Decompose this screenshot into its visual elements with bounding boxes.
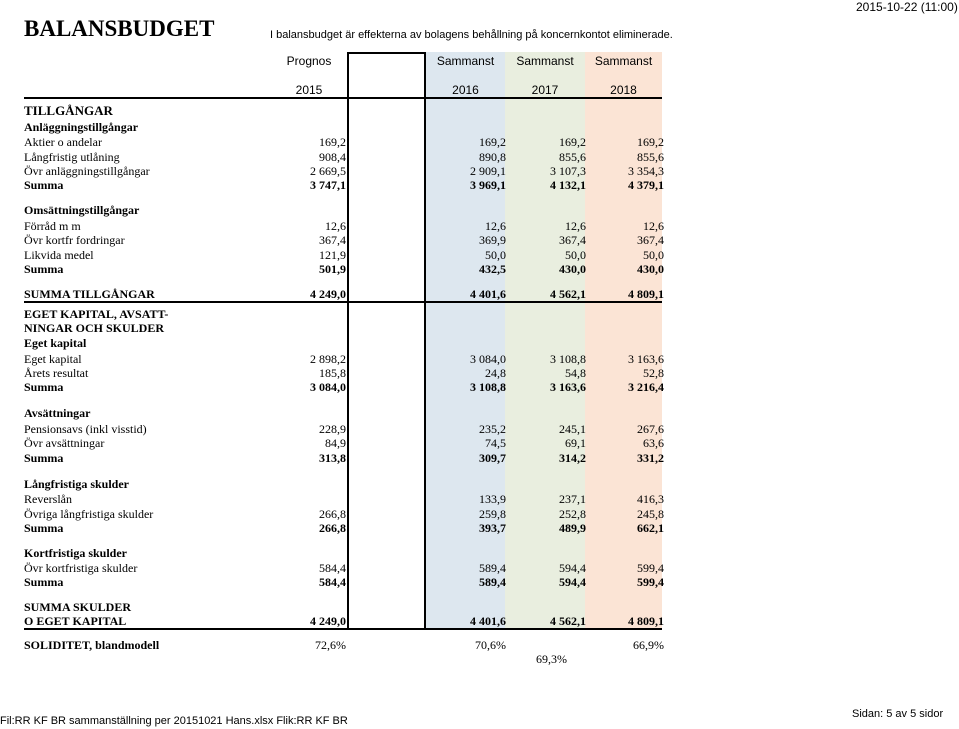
soliditet-value-2017: 69,3% [536,652,567,666]
section-avsattningar: Avsättningar [24,406,91,420]
value-2016: 50,0 [485,248,506,262]
value-2015: 3 747,1 [310,178,346,192]
value-2015: 12,6 [325,219,346,233]
value-2018: 4 809,1 [628,287,664,301]
summa-row [24,451,664,465]
value-2016: 70,6% [475,638,506,652]
page-title: BALANSBUDGET [24,16,215,41]
value-2015: 4 249,0 [310,287,346,301]
value-2017: 4 132,1 [550,178,586,192]
table-row [24,233,664,247]
section-eget-kapital-heading-1: EGET KAPITAL, AVSATT- [24,307,169,321]
value-2016: 432,5 [479,262,506,276]
value-2018: 245,8 [637,507,664,521]
value-2016: 74,5 [485,436,506,450]
row-label: Långfristig utlåning [24,150,120,164]
value-2017: 237,1 [559,492,586,506]
summa-skulder-eget-kapital-row [24,614,664,628]
value-2017: 169,2 [559,135,586,149]
value-2015: 84,9 [325,436,346,450]
row-label: Övr avsättningar [24,436,105,450]
value-2015: 2 669,5 [310,164,346,178]
value-2016: 235,2 [479,422,506,436]
row-label: Pensionsavs (inkl visstid) [24,422,147,436]
col-header-2018: Sammanst [594,54,653,68]
summa-row [24,178,664,192]
value-2016: 133,9 [479,492,506,506]
value-2016: 169,2 [479,135,506,149]
print-datetime: 2015-10-22 (11:00) [856,0,958,14]
value-2017: 245,1 [559,422,586,436]
soliditet-row [24,638,664,652]
value-2017: 69,1 [565,436,586,450]
row-label: Reverslån [24,492,72,506]
value-2018: 267,6 [637,422,664,436]
table-row [24,436,664,450]
value-2015: 72,6% [315,638,346,652]
row-label: Årets resultat [24,366,89,380]
value-2015: 266,8 [319,521,346,535]
bottom-rule [24,628,662,630]
row-label: Summa [24,262,64,276]
value-2017: 3 108,8 [550,352,586,366]
value-2016: 4 401,6 [470,614,506,628]
row-label: Eget kapital [24,352,82,366]
value-2015: 584,4 [319,575,346,589]
value-2016: 3 108,8 [470,380,506,394]
summa-row [24,521,664,535]
table-row [24,492,664,506]
row-label: Förråd m m [24,219,81,233]
value-2017: 489,9 [559,521,586,535]
value-2018: 416,3 [637,492,664,506]
page-subtitle: I balansbudget är effekterna av bolagens behållning på koncernkontot eliminerade. [270,29,673,41]
value-2018: 63,6 [643,436,664,450]
value-2018: 3 354,3 [628,164,664,178]
value-2015: 501,9 [319,262,346,276]
value-2018: 331,2 [637,451,664,465]
value-2015: 121,9 [319,248,346,262]
value-2018: 3 216,4 [628,380,664,394]
row-label: Aktier o andelar [24,135,102,149]
table-row [24,135,664,149]
value-2017: 4 562,1 [550,614,586,628]
summa-row [24,575,664,589]
value-2015: 185,8 [319,366,346,380]
table-row [24,561,664,575]
value-2016: 309,7 [479,451,506,465]
value-2015: 367,4 [319,233,346,247]
section-eget-kapital: Eget kapital [24,336,87,350]
value-2015: 584,4 [319,561,346,575]
value-2015: 2 898,2 [310,352,346,366]
value-2016: 4 401,6 [470,287,506,301]
value-2017: 12,6 [565,219,586,233]
row-label: Summa [24,451,64,465]
year-2016: 2016 [452,83,479,97]
value-2017: 54,8 [565,366,586,380]
footer-file-info: Fil:RR KF BR sammanställning per 20151021 Hans.xlsx Flik:RR KF BR [0,715,348,727]
table-row [24,366,664,380]
col-header-prognos: Prognos [286,54,332,68]
value-2017: 367,4 [559,233,586,247]
value-2015: 313,8 [319,451,346,465]
value-2016: 2 909,1 [470,164,506,178]
footer-page-info: Sidan: 5 av 5 sidor [852,708,944,720]
year-2017: 2017 [531,83,559,97]
table-row [24,507,664,521]
value-2018: 367,4 [637,233,664,247]
value-2016: 24,8 [485,366,506,380]
table-row [24,352,664,366]
row-label: SUMMA TILLGÅNGAR [24,287,155,301]
row-label: Övr kortfristiga skulder [24,561,138,575]
header-rule [24,97,662,99]
row-label: Summa [24,380,64,394]
row-label: Summa [24,178,64,192]
row-label: Övr kortfr fordringar [24,233,125,247]
value-2015: 4 249,0 [310,614,346,628]
row-label: Övr anläggningstillgångar [24,164,150,178]
value-2017: 50,0 [565,248,586,262]
section-omsattningstillgangar: Omsättningstillgångar [24,203,140,217]
row-label: Övriga långfristiga skulder [24,507,154,521]
value-2017: 3 163,6 [550,380,586,394]
value-2018: 169,2 [637,135,664,149]
value-2017: 252,8 [559,507,586,521]
value-2017: 314,2 [559,451,586,465]
summa-tillgangar-row [24,287,664,301]
table-row [24,219,664,233]
row-label: Summa [24,575,64,589]
summa-row [24,380,664,394]
value-2018: 430,0 [637,262,664,276]
value-2018: 4 809,1 [628,614,664,628]
row-label: O EGET KAPITAL [24,614,127,628]
year-2015: 2015 [295,83,323,97]
value-2018: 12,6 [643,219,664,233]
value-2017: 594,4 [559,575,586,589]
section-tillgangar: TILLGÅNGAR [24,103,113,118]
value-2016: 890,8 [479,150,506,164]
value-2015: 169,2 [319,135,346,149]
value-2016: 3 084,0 [470,352,506,366]
value-2016: 369,9 [479,233,506,247]
value-2018: 66,9% [633,638,664,652]
section-kortfristiga-skulder: Kortfristiga skulder [24,546,127,560]
value-2018: 662,1 [637,521,664,535]
year-2018: 2018 [610,83,637,97]
value-2015: 3 084,0 [310,380,346,394]
section-summa-skulder: SUMMA SKULDER [24,600,132,614]
value-2017: 855,6 [559,150,586,164]
row-label: Summa [24,521,64,535]
value-2017: 3 107,3 [550,164,586,178]
col-header-2016: Sammanst [436,54,495,68]
value-2018: 855,6 [637,150,664,164]
value-2015: 266,8 [319,507,346,521]
row-label: Likvida medel [24,248,94,262]
value-2018: 52,8 [643,366,664,380]
value-2015: 228,9 [319,422,346,436]
row-label: SOLIDITET, blandmodell [24,638,160,652]
value-2015: 908,4 [319,150,346,164]
value-2017: 430,0 [559,262,586,276]
value-2017: 4 562,1 [550,287,586,301]
value-2018: 50,0 [643,248,664,262]
table-row [24,248,664,262]
value-2016: 259,8 [479,507,506,521]
table-row [24,150,664,164]
section-eget-kapital-heading-2: NINGAR OCH SKULDER [24,321,165,335]
summa-row [24,262,664,276]
value-2018: 3 163,6 [628,352,664,366]
section-anlaggningstillgangar: Anläggningstillgångar [24,120,139,134]
col-header-2017: Sammanst [516,54,574,68]
section-langfristiga-skulder: Långfristiga skulder [24,477,130,491]
section-rule [24,301,662,303]
value-2018: 599,4 [637,561,664,575]
value-2016: 393,7 [479,521,506,535]
value-2016: 3 969,1 [470,178,506,192]
table-row [24,422,664,436]
value-2018: 4 379,1 [628,178,664,192]
value-2017: 594,4 [559,561,586,575]
value-2016: 589,4 [479,561,506,575]
value-2016: 589,4 [479,575,506,589]
value-2016: 12,6 [485,219,506,233]
table-row [24,164,664,178]
value-2018: 599,4 [637,575,664,589]
